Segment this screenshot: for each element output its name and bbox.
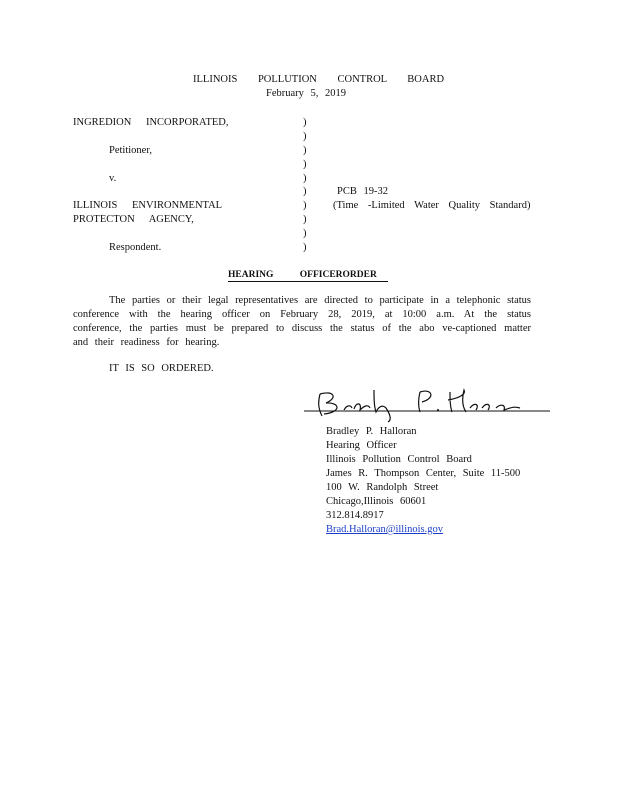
officer-name: Bradley P. Halloran xyxy=(326,426,417,437)
respondent-name-line1: ILLINOIS ENVIRONMENTAL xyxy=(73,200,223,211)
officer-phone: 312.814.8917 xyxy=(326,510,384,521)
order-body: The parties or their legal representatives are directed to participate in a telephonic status conference with the hearing officer on February 28, 2019, at 10:00 a.m. At the status conference, the parties must be prepared to discuss the status of the abo ve-captioned matter and their readiness for hearing. xyxy=(73,295,531,348)
case-number: PCB 19-32 xyxy=(337,186,388,197)
officer-title: Hearing Officer xyxy=(326,440,397,451)
case-type: (Time -Limited Water Quality Standard) xyxy=(333,200,531,211)
board-title: ILLINOIS POLLUTION CONTROL BOARD xyxy=(193,74,445,85)
paren: ) xyxy=(303,117,307,128)
respondent-role: Respondent. xyxy=(109,242,162,253)
order-title-part1: HEARING xyxy=(228,270,274,280)
respondent-name-line2: PROTECTON AGENCY, xyxy=(73,214,194,225)
petitioner-name: INGREDION INCORPORATED, xyxy=(73,117,229,128)
order-title-part2: OFFICERORDER xyxy=(299,270,377,280)
officer-address-line1: James R. Thompson Center, Suite 11-500 xyxy=(326,468,521,479)
paren: ) xyxy=(303,173,307,184)
paren: ) xyxy=(303,200,307,211)
paren: ) xyxy=(303,214,307,225)
paren: ) xyxy=(303,242,307,253)
paren: ) xyxy=(303,159,307,170)
versus-label: v. xyxy=(109,173,117,184)
paren: ) xyxy=(303,228,307,239)
paren: ) xyxy=(303,186,307,197)
paren: ) xyxy=(303,145,307,156)
paren: ) xyxy=(303,131,307,142)
officer-email-link[interactable]: Brad.Halloran@illinois.gov xyxy=(326,524,443,535)
order-title xyxy=(228,269,388,282)
officer-city: Chicago,Illinois 60601 xyxy=(326,496,427,507)
order-date: February 5, 2019 xyxy=(266,88,347,99)
officer-address-line2: 100 W. Randolph Street xyxy=(326,482,439,493)
petitioner-role: Petitioner, xyxy=(109,145,153,156)
officer-agency: Illinois Pollution Control Board xyxy=(326,454,472,465)
signature-graphic xyxy=(300,384,560,424)
order-closing: IT IS SO ORDERED. xyxy=(109,363,214,374)
